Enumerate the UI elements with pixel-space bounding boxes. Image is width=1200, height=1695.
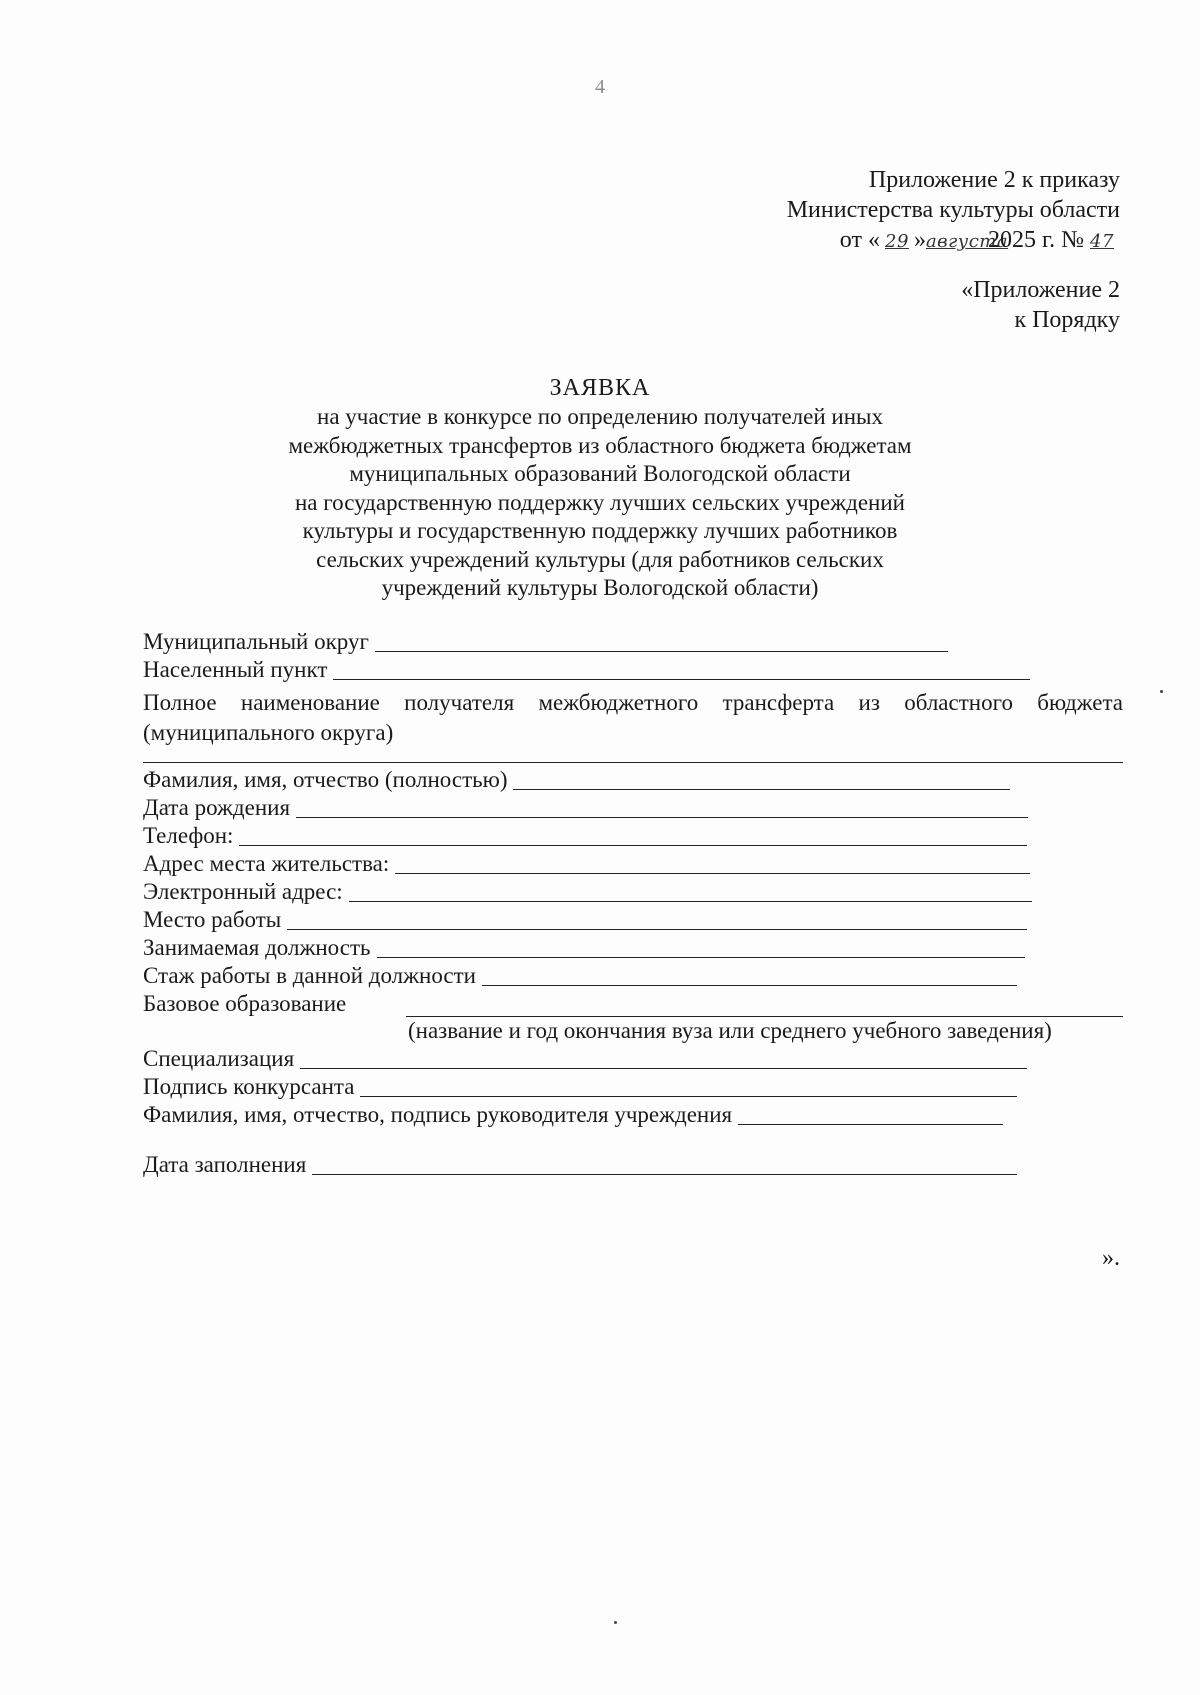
subtitle-line: сельских учреждений культуры (для работников сельских: [316, 546, 884, 572]
field-signature: [143, 1073, 1123, 1101]
approval-date-prefix: от «: [839, 227, 880, 253]
field-label: Дата рождения: [143, 795, 291, 820]
handwritten-month: августа: [925, 231, 1009, 252]
field-fill-date: [143, 1151, 1123, 1179]
field-head-signature: [143, 1101, 1123, 1129]
page-number: 4: [595, 76, 605, 98]
field-label: Стаж работы в данной должности: [143, 963, 476, 988]
approval-date-line: [787, 225, 1120, 257]
title-block: [0, 373, 1200, 603]
field-full-name: [143, 766, 1123, 794]
scan-speck: [614, 1621, 617, 1624]
approval-line-2: Министерства культуры области: [786, 197, 1120, 223]
approval-line-1: Приложение 2 к приказу: [868, 167, 1120, 193]
workplace-input-line[interactable]: [287, 909, 1027, 930]
signature-input-line[interactable]: [360, 1076, 1017, 1097]
field-address: [143, 850, 1123, 878]
field-phone: [143, 822, 1123, 850]
approval-block: [787, 165, 1120, 257]
field-label: Дата заполнения: [143, 1152, 307, 1177]
subtitle-line: учреждений культуры Вологодской области): [381, 575, 819, 600]
fill-date-input-line[interactable]: [312, 1154, 1017, 1175]
field-position: [143, 934, 1123, 962]
head-signature-input-line[interactable]: [738, 1104, 1003, 1125]
field-label: Место работы: [143, 907, 282, 932]
closing-quote: ».: [1102, 1245, 1120, 1271]
field-label: Специализация: [143, 1046, 295, 1071]
field-label: (муниципального округа): [143, 720, 394, 745]
field-label: Фамилия, имя, отчество, подпись руководителя учреждения: [143, 1102, 733, 1127]
municipal-district-input-line[interactable]: [375, 631, 948, 652]
subtitle-line: на участие в конкурсе по определению получателей иных: [317, 404, 883, 429]
field-municipal-district: [143, 628, 1123, 656]
field-label: Населенный пункт: [143, 657, 328, 682]
field-specialization: [143, 1045, 1123, 1073]
approval-year-text: 2025 г. №: [987, 227, 1084, 253]
approval-quote-close: »: [913, 227, 926, 253]
document-title: ЗАЯВКА: [549, 375, 651, 401]
field-settlement: [143, 656, 1123, 684]
education-hint: (название и год окончания вуза или среднего учебного заведения): [408, 1018, 1052, 1043]
full-name-input-line[interactable]: [513, 769, 1010, 790]
field-email: [143, 878, 1123, 906]
appendix-line-1: «Приложение 2: [961, 277, 1120, 303]
handwritten-day: 29: [885, 231, 909, 252]
recipient-name-input-line[interactable]: [143, 748, 1123, 763]
scan-speck: [1160, 690, 1163, 693]
handwritten-order-number: 47: [1090, 231, 1114, 252]
settlement-input-line[interactable]: [333, 659, 1030, 680]
subtitle-line: на государственную поддержку лучших сельских учреждений: [295, 489, 905, 515]
field-label: Подпись конкурсанта: [143, 1074, 355, 1099]
field-label: Электронный адрес:: [143, 879, 343, 904]
specialization-input-line[interactable]: [300, 1048, 1027, 1069]
field-label: Занимаемая должность: [143, 935, 371, 960]
field-workplace: [143, 906, 1123, 934]
field-label: Полное наименование получателя межбюджетного трансферта из областного бюджета: [143, 690, 1123, 715]
subtitle-line: культуры и государственную поддержку лучших работников: [302, 518, 898, 543]
position-input-line[interactable]: [377, 937, 1025, 958]
field-birth-date: [143, 794, 1123, 822]
email-input-line[interactable]: [349, 881, 1032, 902]
appendix-line-2: к Порядку: [1014, 307, 1120, 333]
phone-input-line[interactable]: [239, 825, 1027, 846]
field-label: Базовое образование: [143, 991, 347, 1016]
subtitle-line: муниципальных образований Вологодской области: [349, 461, 851, 486]
subtitle-line: межбюджетных трансфертов из областного бюджета бюджетам: [288, 432, 912, 458]
field-label: Муниципальный округ: [143, 629, 369, 654]
application-form: [143, 628, 1123, 1179]
address-input-line[interactable]: [395, 853, 1030, 874]
appendix-block: [961, 275, 1120, 335]
field-label: Фамилия, имя, отчество (полностью): [143, 767, 508, 792]
field-education: [143, 990, 1123, 1018]
field-experience: [143, 962, 1123, 990]
field-label: Телефон:: [143, 823, 234, 848]
birth-date-input-line[interactable]: [296, 797, 1028, 818]
experience-input-line[interactable]: [482, 965, 1017, 986]
field-label: Адрес места жительства:: [143, 851, 390, 876]
